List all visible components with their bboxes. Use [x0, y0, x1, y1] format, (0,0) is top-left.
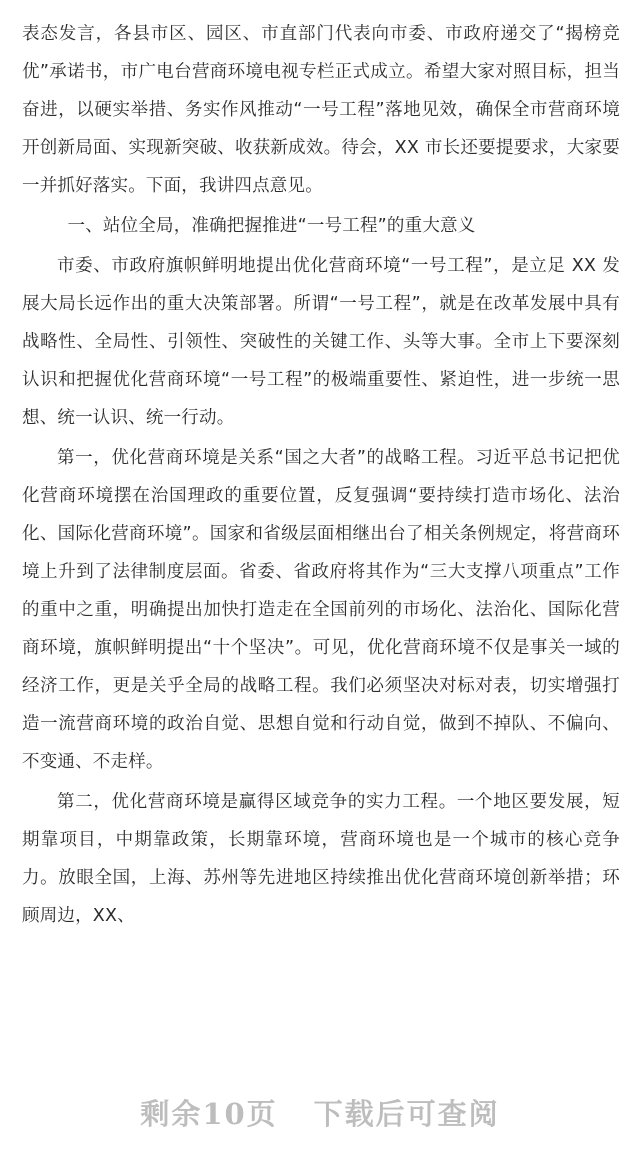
paragraph: 第一，优化营商环境是关系“国之大者”的战略工程。习近平总书记把优化营商环境摆在治国理政的重要位置，反复强调“要持续打造市场化、法治化、国际化营商环境”。国家和省级层面相继出台了相关条例规定，将营商环境上升到了法律制度层面。省委、省政府将其作为“三大支撑八项重点”工作的重中之重，明确提出加快打造走在全国前列的市场化、法治化、国际化营商环境，旗帜鲜明提出“十个坚决”。可见，优化营商环境不仅是事关一域的经济工作，更是关乎全局的战略工程。我们必须坚决对标对表，切实增强打造一流营商环境的政治自觉、思想自觉和行动自觉，做到不掉队、不偏向、不变通、不走样。	[22, 448, 620, 772]
remaining-pages-label: 剩余10页	[140, 1097, 278, 1131]
download-hint-label: 下载后可查阅	[313, 1097, 500, 1131]
paragraph: 市委、市政府旗帜鲜明地提出优化营商环境“一号工程”，是立足 XX 发展大局长远作出的重大决策部署。所谓“一号工程”，就是在改革发展中具有战略性、全局性、引领性、突破性的关键工作、头等大事。全市上下要深刻认识和把握优化营商环境“一号工程”的极端重要性、紧迫性，进一步统一思想、统一认识、统一行动。	[22, 256, 620, 428]
paragraph: 第二，优化营商环境是赢得区域竞争的实力工程。一个地区要发展，短期靠项目，中期靠政策，长期靠环境，营商环境也是一个城市的核心竞争力。放眼全国，上海、苏州等先进地区持续推出优化营商环境创新举措；环顾周边，XX、	[22, 792, 620, 926]
document-body	[22, 15, 620, 937]
paragraph-continued: 表态发言，各县市区、园区、市直部门代表向市委、市政府递交了“揭榜竞优”承诺书，市广电台营商环境电视专栏正式成立。希望大家对照目标，担当奋进，以硬实举措、务实作风推动“一号工程”落地见效，确保全市营商环境开创新局面、实现新突破、收获新成效。待会，XX 市长还要提要求，大家要一并抓好落实。下面，我讲四点意见。	[22, 24, 620, 196]
download-prompt-banner[interactable]	[0, 1092, 640, 1133]
section-heading: 一、站位全局，准确把握推进“一号工程”的重大意义	[67, 216, 476, 236]
